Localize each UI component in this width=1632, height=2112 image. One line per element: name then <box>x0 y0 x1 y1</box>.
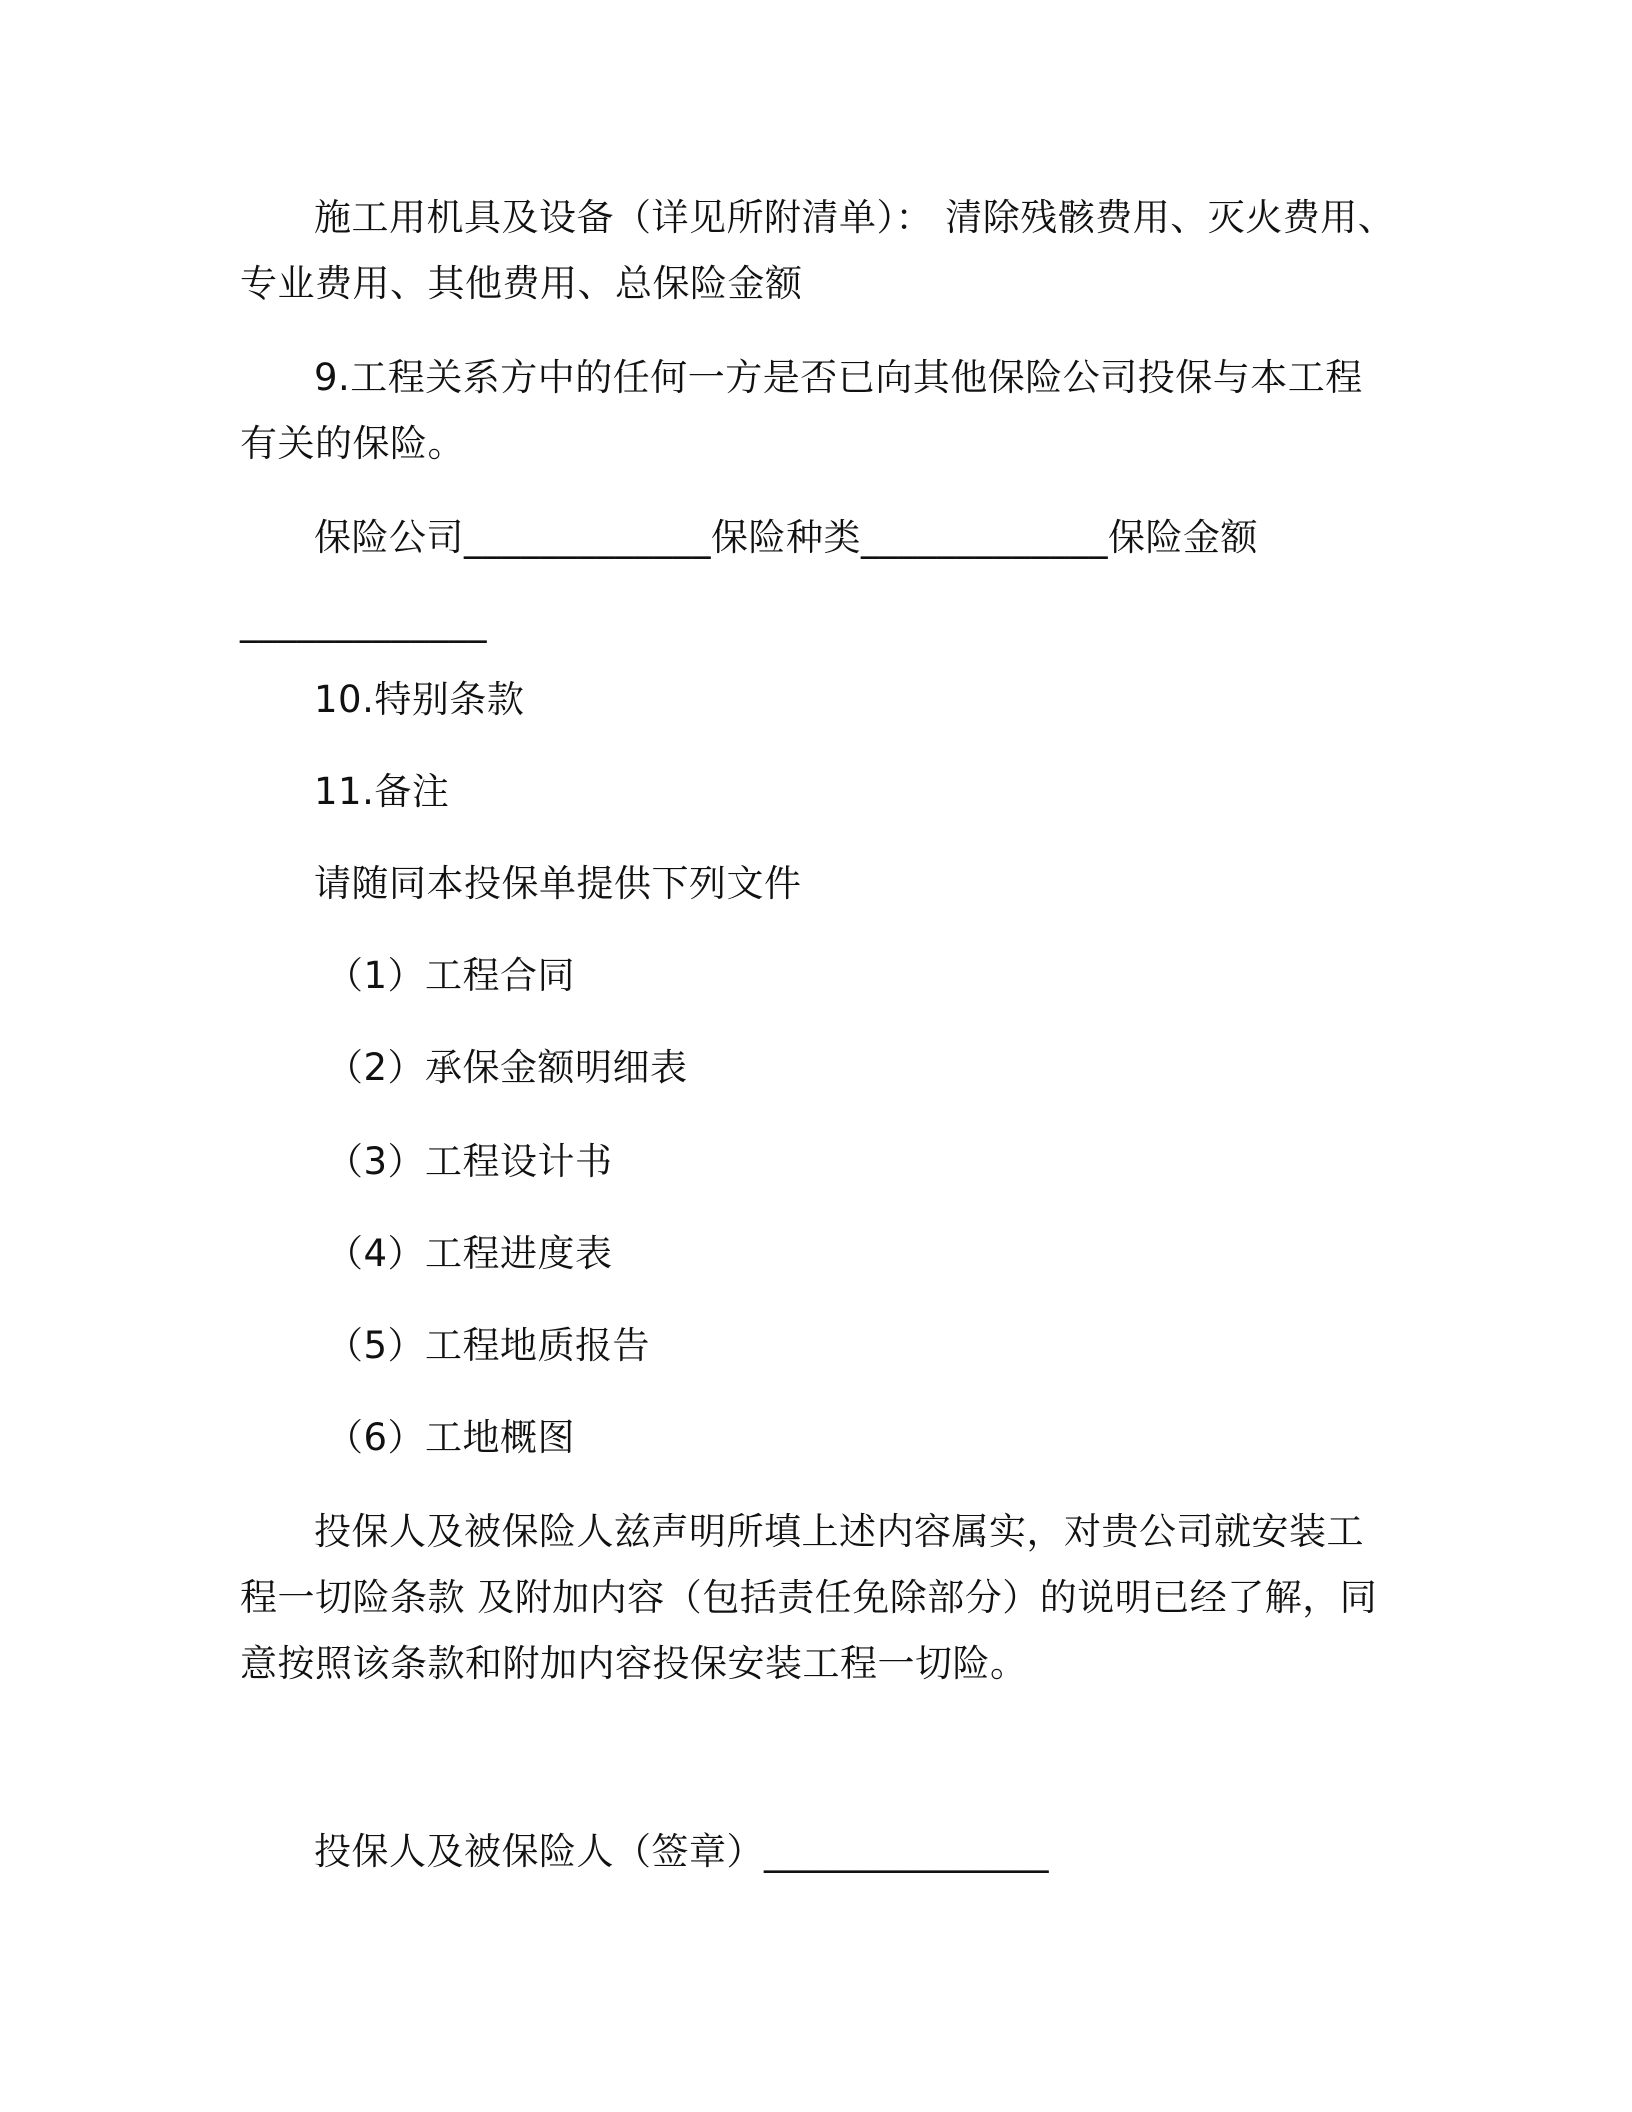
insurance-fields-line-2: _____________ <box>240 600 487 643</box>
item-9-line-2: 有关的保险。 <box>240 422 465 465</box>
documents-intro: 请随同本投保单提供下列文件 <box>314 862 802 905</box>
item-10-special-terms: 10.特别条款 <box>314 678 525 721</box>
document-list-item: （3）工程设计书 <box>326 1140 613 1183</box>
equipment-paragraph-line-2: 专业费用、其他费用、总保险金额 <box>240 262 803 305</box>
declaration-line-3: 意按照该条款和附加内容投保安装工程一切险。 <box>240 1642 1028 1685</box>
item-9-line-1: 9.工程关系方中的任何一方是否已向其他保险公司投保与本工程 <box>314 356 1363 399</box>
document-list-item: （2）承保金额明细表 <box>326 1046 688 1089</box>
signature-line: 投保人及被保险人（签章）_______________ <box>314 1830 1049 1873</box>
document-list-item: （5）工程地质报告 <box>326 1324 651 1367</box>
item-11-remarks: 11.备注 <box>314 770 450 813</box>
insurance-fields-line-1: 保险公司_____________保险种类_____________保险金额 <box>314 516 1258 559</box>
document-list-item: （4）工程进度表 <box>326 1232 613 1275</box>
document-list-item: （1）工程合同 <box>326 954 576 997</box>
equipment-paragraph-line-1: 施工用机具及设备（详见所附清单）： 清除残骸费用、灭火费用、 <box>314 196 1396 239</box>
document-list-item: （6）工地概图 <box>326 1416 576 1459</box>
declaration-line-2: 程一切险条款 及附加内容（包括责任免除部分）的说明已经了解，同 <box>240 1576 1378 1619</box>
declaration-line-1: 投保人及被保险人兹声明所填上述内容属实，对贵公司就安装工 <box>314 1510 1364 1553</box>
